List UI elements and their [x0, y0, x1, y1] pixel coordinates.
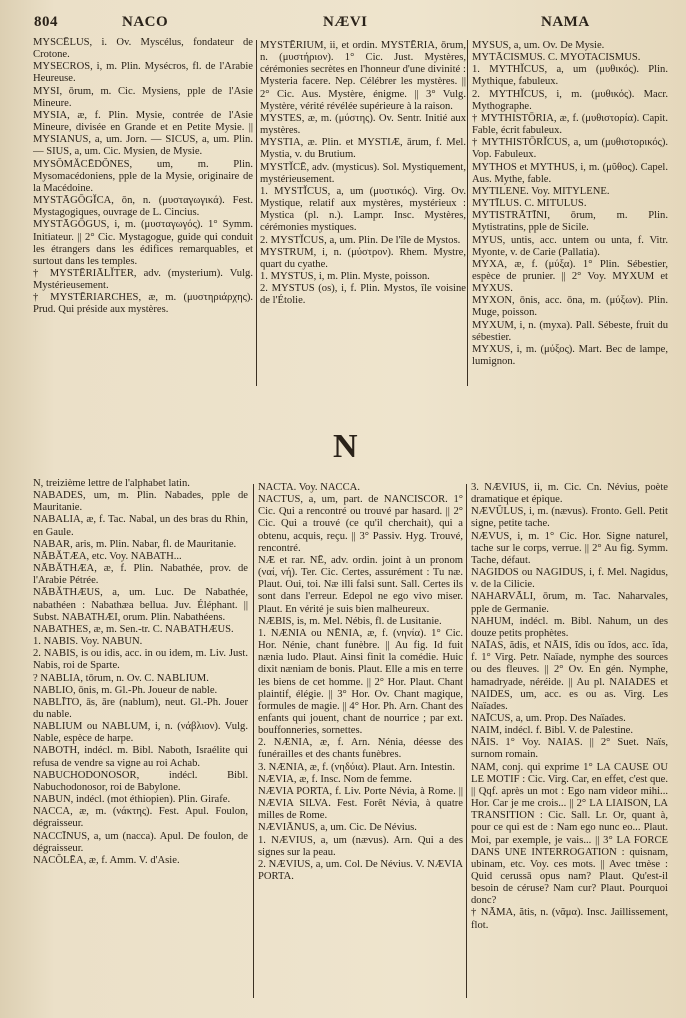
- entry: NAGIDOS ou NAGIDUS, i, f. Mel. Nagidus, v. de la Cilicie.: [471, 567, 668, 591]
- bottom-column-1: [33, 478, 248, 1006]
- entry: ? NABLIA, tōrum, n. Ov. C. NABLIUM.: [33, 672, 209, 684]
- entry: NABATHES, æ, m. Sen.-tr. C. NABATHÆUS.: [33, 623, 234, 635]
- entry: NABADES, um, m. Plin. Nabades, pple de Mauritanie.: [33, 490, 248, 514]
- column-rule: [256, 40, 257, 386]
- entry: MYTILENE. Voy. MITYLENE.: [472, 185, 610, 197]
- entry: MYSŎMĂCĒDŎNES, um, m. Plin. Mysomacédoniens, pple de la Mysie, originaire de la Macédoine.: [33, 158, 253, 194]
- column-rule: [467, 40, 468, 386]
- entry: MYSTES, æ, m. (μύστης). Ov. Sentr. Initié aux mystères.: [260, 112, 466, 137]
- entry: † MYSTĒRIĀLĬTER, adv. (mysterium). Vulg. Mystérieusement.: [33, 267, 253, 292]
- entry: NĀBĂTÆA, etc. Voy. NABATH...: [33, 550, 182, 562]
- entry: 1. NÆNIA ou NĒNIA, æ, f. (νηνία). 1° Cic. Hor. Nénie, chant funèbre. || Au fig. Id fuit nænia ludo. Plaut. Ainsi finit la comédie. Huic dixit næniam de bonis. Plaut. Elle a mis en terre les biens de cet homme. || 2° Hor. Plaut. Chant plaintif, élégie. || 3° Hor. Ov. Chant magique, formules de magie. || 4° Hor. Ph. Arn. Chant des enfants qui jouent, chant de nourrice ; par ext. bouffonneries, sornettes.: [258, 627, 463, 737]
- column-rule: [466, 484, 467, 998]
- entry: NÆ et rar. NĒ, adv. ordin. joint à un pronom (ναί, νή). Ter. Cic. Certes, assurément : Tu næ. Plaut. Oui, toi. Næ illi falsi sunt. Sall. Certes ils sont dans l'erreur. Edepol ne ego vivo miser. Plaut. En vérité je suis bien malheureux.: [258, 554, 463, 615]
- entry: NABUCHODONOSOR, indécl. Bibl. Nabuchodonosor, roi de Babylone.: [33, 769, 248, 793]
- column-rule: [253, 484, 254, 998]
- entry: 3. NÆVIUS, ii, m. Cic. Cn. Névius, poète dramatique et épique.: [471, 482, 668, 506]
- entry: MYSECROS, i, m. Plin. Mysécros, fl. de l'Arabie Heureuse.: [33, 61, 253, 85]
- entry: MYSCĒLUS, i. Ov. Myscélus, fondateur de Crotone.: [33, 37, 253, 61]
- entry: MYTHOS et MYTHUS, i, m. (μῦθος). Capel. Aus. Mythe, fable.: [472, 161, 668, 185]
- entry: NACCĪNUS, a, um (nacca). Apul. De foulon, de dégraisseur.: [33, 830, 248, 854]
- entry: NACTA. Voy. NACCA.: [258, 482, 360, 493]
- entry: NABALIA, æ, f. Tac. Nabal, un des bras du Rhin, en Gaule.: [33, 514, 248, 538]
- entry: MYXA, æ, f. (μύξα). 1° Plin. Sébestier, espèce de prunier. || 2° Voy. MYXUM et MYXUS.: [472, 258, 668, 295]
- entry: NACŎLĒA, æ, f. Amm. V. d'Asie.: [33, 854, 180, 866]
- entry: NÆVIA PORTA, f. Liv. Porte Névia, à Rome. || NÆVIA SILVA. Fest. Forêt Névia, à quatre milles de Rome.: [258, 785, 463, 822]
- entry: NAĪCUS, a, um. Prop. Des Naïades.: [471, 712, 626, 724]
- entry: † MYSTĒRIARCHES, æ, m. (μυστηριάρχης). Prud. Qui préside aux mystères.: [33, 292, 253, 316]
- entry: NAIM, indécl. f. Bibl. V. de Palestine.: [471, 725, 634, 737]
- entry: 1. MYSTĬCUS, a, um (μυστικός). Virg. Ov. Mystique, relatif aux mystères, mystérieux : Mystica (pl. n.). Lampr. Insc. Mystères, cérémonies mystiques.: [260, 185, 466, 234]
- entry: NÆVŬLUS, i, m. (nævus). Fronto. Gell. Petit signe, petite tache.: [471, 506, 668, 530]
- entry: 2. NABIS, is ou idis, acc. in ou idem, m. Liv. Just. Nabis, roi de Sparte.: [33, 648, 248, 672]
- entry: 3. NÆNIA, æ, f. (νηδύια). Plaut. Arn. Intestin.: [258, 761, 455, 773]
- entry: 1. NÆVIUS, a, um (nævus). Arn. Qui a des signes sur la peau.: [258, 834, 463, 858]
- entry: NABOTH, indécl. m. Bibl. Naboth, Israélite qui refusa de vendre sa vigne au roi Achab.: [33, 745, 248, 769]
- entry: NÆVUS, i, m. 1° Cic. Hor. Signe naturel, tache sur le corps, verrue. || 2° Au fig. Symm. Tache, défaut.: [471, 530, 668, 566]
- entry: NABLIO, ōnis, m. Gl.-Ph. Joueur de nable.: [33, 684, 218, 696]
- entry: NABLIUM ou NABLUM, i, n. (νάβλιον). Vulg. Nable, espèce de harpe.: [33, 721, 248, 745]
- entry: MYSIA, æ, f. Plin. Mysie, contrée de l'Asie Mineure, divisée en Grande et en Petite Mysie. || MYSIANUS, a, um. Jorn. — SICUS, a, um. Plin. — SIUS, a, um. Cic. Mysien, de Mysie.: [33, 109, 253, 158]
- entry: † MYTHISTŌRIA, æ, f. (μυθιστορία). Capit. Fable, écrit fabuleux.: [472, 112, 668, 137]
- entry: 2. NÆVIUS, a, um. Col. De Névius. V. NÆVIA PORTA.: [258, 858, 463, 882]
- entry: 2. MYSTUS (os), i, f. Plin. Mystos, île voisine de l'Étolie.: [260, 283, 466, 307]
- entry: MYSTĀGŌGUS, i, m. (μυσταγωγός). 1° Symm. Initiateur. || 2° Cic. Mystagogue, guide qui conduit les étrangers dans les édifices remarquables, et surtout dans les temples.: [33, 219, 253, 267]
- entry: † MYTHISTŌRĬCUS, a, um (μυθιστορικός). Vop. Fabuleux.: [472, 137, 668, 161]
- bottom-column-3: [471, 482, 668, 1006]
- entry: NÆVIĀNUS, a, um. Cic. De Névius.: [258, 822, 417, 834]
- entry: MYSUS, a, um. Ov. De Mysie.: [472, 40, 605, 51]
- bottom-column-2: [258, 482, 463, 1006]
- entry: NĀBĂTHÆA, æ, f. Plin. Nabathée, prov. de l'Arabie Pétrée.: [33, 563, 248, 587]
- running-head-left: NACO: [122, 14, 169, 30]
- entry: NĀIS. 1° Voy. NAIAS. || 2° Suet. Naïs, surnom romain.: [471, 737, 668, 761]
- entry: MYSTRUM, i, n. (μύστρον). Rhem. Mystre, quart du cyathe.: [260, 246, 466, 270]
- entry: MYSTĬCĒ, adv. (mysticus). Sol. Mystiquement, mystérieusement.: [260, 161, 466, 185]
- entry: MYSTIA, æ. Plin. et MYSTIÆ, ārum, f. Mel. Mystia, v. du Brutium.: [260, 137, 466, 161]
- page-number: 804: [34, 14, 58, 30]
- entry: MYSTĒRIUM, ii, et ordin. MYSTĒRIA, ōrum, n. (μυστήριον). 1° Cic. Just. Mystères, cérémonies secrètes en l'honneur d'une divinité : Mysteria facere. Nep. Célébrer les mystères. || 2° Cic. Aus. Mystère, énigme. || 3° Vulg. Mystère, vérité révélée supérieure à la raison.: [260, 40, 466, 112]
- entry: N, treizième lettre de l'alphabet latin.: [33, 478, 190, 489]
- entry: NABLĪTO, ās, āre (nablum), neut. Gl.-Ph. Jouer du nable.: [33, 696, 248, 720]
- entry: MYTISTRĀTĪNI, ōrum, m. Plin. Mytistratins, pple de Sicile.: [472, 210, 668, 234]
- entry: MYXUS, i, m. (μύξος). Mart. Bec de lampe, lumignon.: [472, 343, 668, 368]
- entry: MYSI, ōrum, m. Cic. Mysiens, pple de l'Asie Mineure.: [33, 85, 253, 109]
- entry: 2. NÆNIA, æ, f. Arn. Nénia, déesse des funérailles et des chants funèbres.: [258, 737, 463, 761]
- entry: NAĪAS, ădis, et NĀIS, ĭdis ou ĭdos, acc. ĭda, f. 1° Virg. Petr. Naïade, nymphe des sources ou des fleuves. || 2° Ov. En gén. Nymphe, hamadryade, néréide. || Au pl. NAIADES et NAIDES, um, acc. es ou as. Virg. Les Naïades.: [471, 640, 668, 712]
- top-column-2: [260, 40, 466, 386]
- entry: 1. MYSTUS, i, m. Plin. Myste, poisson.: [260, 270, 430, 282]
- section-letter: N: [333, 428, 358, 465]
- entry: NĀBĂTHÆUS, a, um. Luc. De Nabathée, nabathéen : Nabathæa bellua. Juv. Éléphant. || Subst. NABATHÆI, orum. Plin. Nabathéens.: [33, 587, 248, 623]
- entry: 2. MYSTĬCUS, a, um. Plin. De l'île de Mystos.: [260, 234, 461, 246]
- entry: MYUS, untis, acc. untem ou unta, f. Vitr. Myonte, v. de Carie (Pallatia).: [472, 234, 668, 258]
- entry: NACCA, æ, m. (νάκτης). Fest. Apul. Foulon, dégraisseur.: [33, 806, 248, 830]
- entry: † NĀMA, ătis, n. (νᾶμα). Insc. Jaillissement, flot.: [471, 907, 668, 931]
- entry: NÆVIA, æ, f. Insc. Nom de femme.: [258, 773, 412, 785]
- entry: 1. NABIS. Voy. NABUN.: [33, 636, 143, 648]
- running-head-center: NÆVI: [323, 14, 368, 30]
- entry: NACTUS, a, um, part. de NANCISCOR. 1° Cic. Qui a rencontré ou trouvé par hasard. || 2° Cic. Qui a trouvé (ce qu'il cherchait), qui a obtenu, acquis, reçu. || 3° Passiv. Hyg. Trouvé, rencontré.: [258, 494, 463, 554]
- entry: MYSTĀGŌGĬCA, ōn, n. (μυσταγωγικά). Fest. Mystagogiques, ouvrage de L. Cincius.: [33, 195, 253, 219]
- entry: MYXUM, i, n. (myxa). Pall. Sébeste, fruit du sébestier.: [472, 319, 668, 343]
- entry: NÆBIS, is, m. Mel. Nébis, fl. de Lusitanie.: [258, 615, 442, 627]
- entry: 2. MYTHĬCUS, i, m. (μυθικός). Macr. Mythographe.: [472, 88, 668, 112]
- entry: NAM, conj. qui exprime 1° LA CAUSE OU LE MOTIF : Cic. Virg. Car, en effet, c'est que. || Qqf. après un mot : Ego nam videor mihi... Hor. Car je me crois... || 2° LA LIAISON, LA TRANSITION : Cic. Sall. Lr. Or, quant à, pour ce qui est de : Nam ego nunc eo... Plaut. Moi, par exemple, je vais... || 3° LA FORCE DANS UNE INTERROGATION : quisnam, ubinam, etc. Voy. ces mots. || Avec tmèse : Quid cerussā opus nam? Plaut. Qu'est-il besoin de céruse? Nam cur? Plaut. Pourquoi donc?: [471, 761, 668, 907]
- entry: NABAR, aris, m. Plin. Nabar, fl. de Mauritanie.: [33, 538, 237, 550]
- entry: NAHUM, indécl. m. Bibl. Nahum, un des douze petits prophètes.: [471, 615, 668, 639]
- entry: MYXON, ōnis, acc. ōna, m. (μύξων). Plin. Muge, poisson.: [472, 295, 668, 319]
- entry: MYTĀCISMUS. C. MYOTACISMUS.: [472, 52, 641, 64]
- top-column-1: [33, 37, 253, 397]
- entry: MYTĪLUS. C. MITULUS.: [472, 198, 587, 210]
- running-head-right: NAMA: [541, 14, 590, 30]
- entry: NABUN, indécl. (mot éthiopien). Plin. Girafe.: [33, 794, 231, 806]
- entry: NAHARVĀLI, ōrum, m. Tac. Naharvales, pple de Germanie.: [471, 591, 668, 615]
- top-column-3: [472, 40, 668, 386]
- entry: 1. MYTHĬCUS, a, um (μυθικός). Plin. Mythique, fabuleux.: [472, 64, 668, 88]
